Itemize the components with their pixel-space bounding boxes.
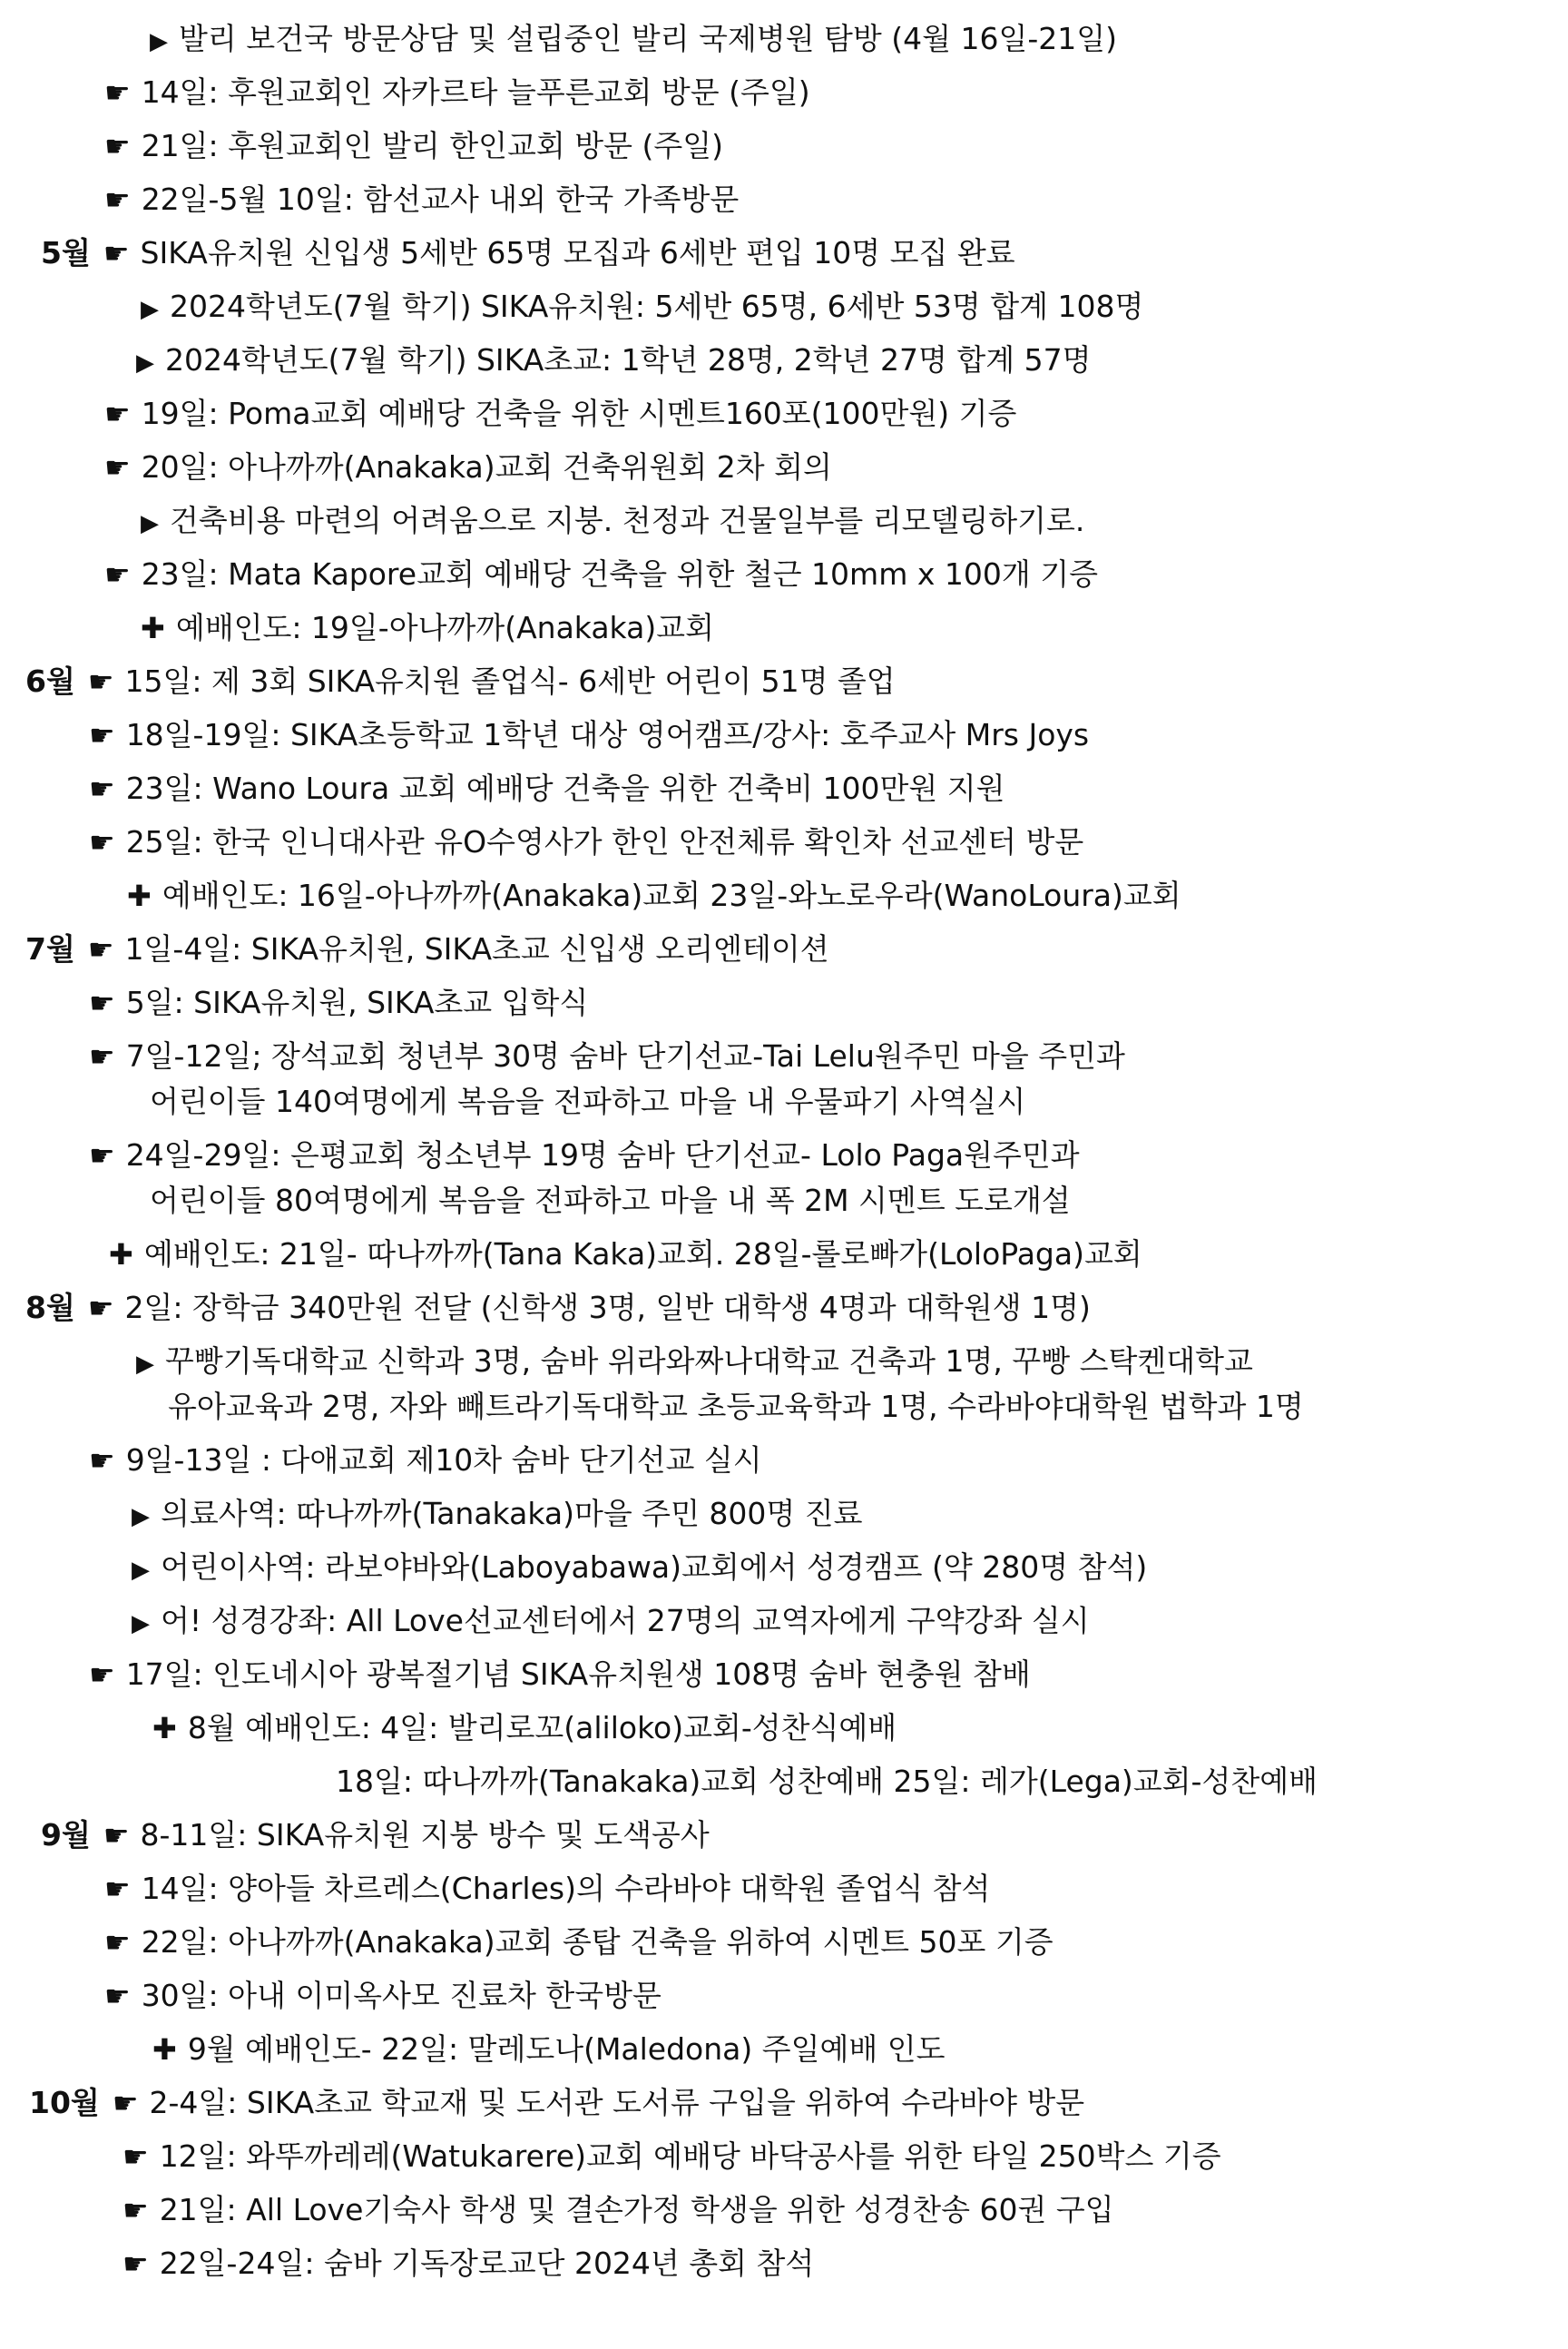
pointing-hand-icon: ☛: [89, 825, 115, 860]
entry-line: [150, 1082, 1025, 1122]
pointing-hand-icon: ☛: [87, 932, 114, 967]
pointing-hand-icon: ☛: [89, 1443, 115, 1478]
entry-line: [104, 1976, 662, 2016]
month-label: 5월: [41, 235, 91, 270]
entry-text: 예배인도: 21일- 따나까까(Tana Kaka)교회. 28일-롤로빠가(LoloPaga)교회: [143, 1236, 1142, 1272]
entry-text: 21일: All Love기숙사 학생 및 결손가정 학생을 위한 성경찬송 60권 구입: [159, 2192, 1114, 2227]
entry-text: 24일-29일: 은평교회 청소년부 19명 숨바 단기선교- Lolo Paga원주민과: [125, 1137, 1080, 1173]
cross-bullet-icon: ✚: [141, 611, 165, 645]
month-label: 6월: [25, 663, 75, 699]
entry-text: 14일: 양아들 차르레스(Charles)의 수라바야 대학원 졸업식 참석: [141, 1871, 991, 1906]
entry-line: [89, 822, 1083, 862]
pointing-hand-icon: ☛: [103, 1818, 130, 1853]
pointing-hand-icon: ☛: [104, 1872, 131, 1906]
entry-text: 발리 보건국 방문상담 및 설립중인 발리 국제병원 탐방 (4월 16일-21일): [179, 21, 1117, 56]
pointing-hand-icon: ☛: [89, 772, 115, 806]
entry-text: 2024학년도(7월 학기) SIKA초교: 1학년 28명, 2학년 27명 합계 57명: [165, 342, 1092, 378]
entry-line: [141, 501, 1084, 541]
entry-text: 12일: 와뚜까레레(Watukarere)교회 예배당 바닥공사를 위한 타일 250박스 기증: [159, 2138, 1221, 2174]
entry-line: [122, 2190, 1114, 2230]
entry-line: [25, 662, 896, 702]
entry-text: 2일: 장학금 340만원 전달 (신학생 3명, 일반 대학생 4명과 대학원생 1명): [124, 1290, 1091, 1325]
entry-line: [89, 769, 1005, 809]
entry-line: [104, 394, 1016, 434]
entry-text: 건축비용 마련의 어려움으로 지붕. 천정과 건물일부를 리모델링하기로.: [170, 503, 1085, 538]
pointing-hand-icon: ☛: [104, 1979, 131, 2013]
entry-text: 19일: Poma교회 예배당 건축을 위한 시멘트160포(100만원) 기증: [141, 396, 1017, 431]
cross-bullet-icon: ✚: [109, 1237, 133, 1272]
pointing-hand-icon: ☛: [103, 236, 130, 270]
entry-text: 어린이사역: 라보야바와(Laboyabawa)교회에서 성경캠프 (약 280명 참석): [161, 1549, 1148, 1585]
triangle-bullet-icon: ▶: [150, 28, 168, 55]
cross-bullet-icon: ✚: [152, 1711, 177, 1745]
entry-text: 9월 예배인도- 22일: 말레도나(Maledona) 주일예배 인도: [187, 2031, 946, 2067]
entry-text: 예배인도: 19일-아나까까(Anakaka)교회: [175, 610, 714, 645]
pointing-hand-icon: ☛: [112, 2086, 139, 2120]
pointing-hand-icon: ☛: [87, 1291, 114, 1325]
entry-text: 예배인도: 16일-아나까까(Anakaka)교회 23일-와노로우라(WanoLoura)교회: [162, 878, 1181, 913]
entry-line: [132, 1601, 1090, 1641]
entry-text: 5일: SIKA유치원, SIKA초교 입학식: [125, 985, 589, 1020]
pointing-hand-icon: ☛: [89, 1138, 115, 1173]
entry-line: [41, 1815, 710, 1855]
entry-text: 유아교육과 2명, 자와 빼트라기독대학교 초등교육학과 1명, 수라바야대학원 법학과 1명: [168, 1389, 1304, 1424]
entry-line: [122, 2137, 1221, 2177]
pointing-hand-icon: ☛: [104, 397, 131, 431]
entry-text: 8-11일: SIKA유치원 지붕 방수 및 도색공사: [140, 1817, 710, 1853]
entry-line: [41, 233, 1015, 273]
cross-bullet-icon: ✚: [152, 2032, 177, 2067]
entry-line: [141, 287, 1143, 327]
entry-line: [136, 340, 1091, 380]
entry-text: 14일: 후원교회인 자카르타 늘푸른교회 방문 (주일): [141, 74, 810, 110]
pointing-hand-icon: ☛: [104, 129, 131, 163]
entry-line: [104, 1869, 990, 1909]
triangle-bullet-icon: ▶: [141, 510, 159, 537]
entry-line: [141, 608, 714, 648]
pointing-hand-icon: ☛: [89, 718, 115, 752]
entry-line: [109, 1234, 1142, 1274]
entry-text: 17일: 인도네시아 광복절기념 SIKA유치원생 108명 숨바 현충원 참배: [125, 1656, 1031, 1692]
entry-text: 22일: 아나까까(Anakaka)교회 종탑 건축을 위하여 시멘트 50포 기증: [141, 1924, 1054, 1960]
triangle-bullet-icon: ▶: [136, 349, 154, 377]
entry-text: 18일-19일: SIKA초등학교 1학년 대상 영어캠프/강사: 호주교사 Mrs Joys: [125, 717, 1090, 752]
pointing-hand-icon: ☛: [104, 1925, 131, 1960]
entry-line: [127, 876, 1181, 916]
entry-line: [150, 19, 1117, 59]
entry-text: 23일: Wano Loura 교회 예배당 건축을 위한 건축비 100만원 지원: [125, 771, 1005, 806]
entry-line: [89, 1037, 1125, 1076]
entry-line: [25, 929, 829, 969]
entry-line: [136, 1342, 1253, 1381]
pointing-hand-icon: ☛: [122, 2193, 149, 2227]
entry-line: [89, 1440, 762, 1480]
entry-line: [89, 715, 1089, 755]
entry-line: [25, 1288, 1091, 1328]
entry-line: [104, 555, 1098, 595]
entry-line: [104, 126, 723, 166]
pointing-hand-icon: ☛: [89, 1039, 115, 1074]
pointing-hand-icon: ☛: [104, 182, 131, 217]
entry-line: [89, 1135, 1080, 1175]
entry-line: [150, 1181, 1071, 1221]
month-label: 9월: [41, 1817, 91, 1853]
pointing-hand-icon: ☛: [122, 2139, 149, 2174]
month-label: 8월: [25, 1290, 75, 1325]
entry-text: 30일: 아내 이미옥사모 진료차 한국방문: [141, 1978, 662, 2013]
entry-line: [89, 1655, 1031, 1695]
entry-text: 9일-13일 : 다애교회 제10차 숨바 단기선교 실시: [125, 1442, 762, 1478]
entry-text: 어린이들 80여명에게 복음을 전파하고 마을 내 폭 2M 시멘트 도로개설: [150, 1183, 1071, 1218]
entry-line: [104, 73, 810, 113]
entry-line: [152, 2030, 946, 2069]
pointing-hand-icon: ☛: [122, 2246, 149, 2281]
entry-text: 1일-4일: SIKA유치원, SIKA초교 신입생 오리엔테이션: [124, 931, 829, 967]
entry-text: 의료사역: 따나까까(Tanakaka)마을 주민 800명 진료: [161, 1496, 863, 1531]
entry-text: 22일-5월 10일: 함선교사 내외 한국 가족방문: [141, 182, 740, 217]
entry-text: 21일: 후원교회인 발리 한인교회 방문 (주일): [141, 128, 724, 163]
entry-text: 23일: Mata Kapore교회 예배당 건축을 위한 철근 10mm x 100개 기증: [141, 556, 1098, 592]
month-label: 10월: [29, 2085, 100, 2120]
pointing-hand-icon: ☛: [104, 557, 131, 592]
entry-text: 꾸빵기독대학교 신학과 3명, 숨바 위라와짜나대학교 건축과 1명, 꾸빵 스탁켄대학교: [165, 1343, 1253, 1379]
entry-text: 18일: 따나까까(Tanakaka)교회 성찬예배 25일: 레가(Lega)교회-성찬예배: [336, 1764, 1318, 1799]
entry-text: 25일: 한국 인니대사관 유O수영사가 한인 안전체류 확인차 선교센터 방문: [125, 824, 1084, 860]
triangle-bullet-icon: ▶: [136, 1351, 154, 1378]
entry-text: 22일-24일: 숨바 기독장로교단 2024년 총회 참석: [159, 2246, 815, 2281]
entry-text: 15일: 제 3회 SIKA유치원 졸업식- 6세반 어린이 51명 졸업: [124, 663, 896, 699]
entry-line: [104, 1922, 1054, 1962]
pointing-hand-icon: ☛: [89, 1657, 115, 1692]
triangle-bullet-icon: ▶: [132, 1503, 150, 1530]
entry-line: [132, 1494, 863, 1534]
entry-text: 8월 예배인도: 4일: 발리로꼬(aliloko)교회-성찬식예배: [187, 1710, 897, 1745]
entry-text: 7일-12일; 장석교회 청년부 30명 숨바 단기선교-Tai Lelu원주민 마을 주민과: [125, 1038, 1125, 1074]
entry-text: 2-4일: SIKA초교 학교재 및 도서관 도서류 구입을 위하여 수라바야 방문: [149, 2085, 1085, 2120]
entry-line: [104, 447, 832, 487]
entry-line: [29, 2083, 1084, 2123]
entry-line: [168, 1387, 1304, 1427]
triangle-bullet-icon: ▶: [132, 1557, 150, 1584]
entry-line: [104, 180, 739, 220]
triangle-bullet-icon: ▶: [141, 296, 159, 323]
pointing-hand-icon: ☛: [104, 75, 131, 110]
cross-bullet-icon: ✚: [127, 879, 152, 913]
entry-line: [152, 1708, 897, 1748]
entry-text: 어! 성경강좌: All Love선교센터에서 27명의 교역자에게 구약강좌 실시: [161, 1603, 1090, 1638]
entry-line: [336, 1762, 1318, 1802]
entry-line: [132, 1548, 1147, 1587]
month-label: 7월: [25, 931, 75, 967]
pointing-hand-icon: ☛: [87, 664, 114, 699]
entry-text: SIKA유치원 신입생 5세반 65명 모집과 6세반 편입 10명 모집 완료: [140, 235, 1015, 270]
entry-line: [122, 2244, 814, 2284]
pointing-hand-icon: ☛: [104, 450, 131, 485]
pointing-hand-icon: ☛: [89, 986, 115, 1020]
triangle-bullet-icon: ▶: [132, 1610, 150, 1637]
entry-line: [89, 983, 588, 1023]
entry-text: 2024학년도(7월 학기) SIKA유치원: 5세반 65명, 6세반 53명 합계 108명: [170, 289, 1144, 324]
entry-text: 어린이들 140여명에게 복음을 전파하고 마을 내 우물파기 사역실시: [150, 1084, 1026, 1119]
entry-text: 20일: 아나까까(Anakaka)교회 건축위원회 2차 회의: [141, 449, 832, 485]
